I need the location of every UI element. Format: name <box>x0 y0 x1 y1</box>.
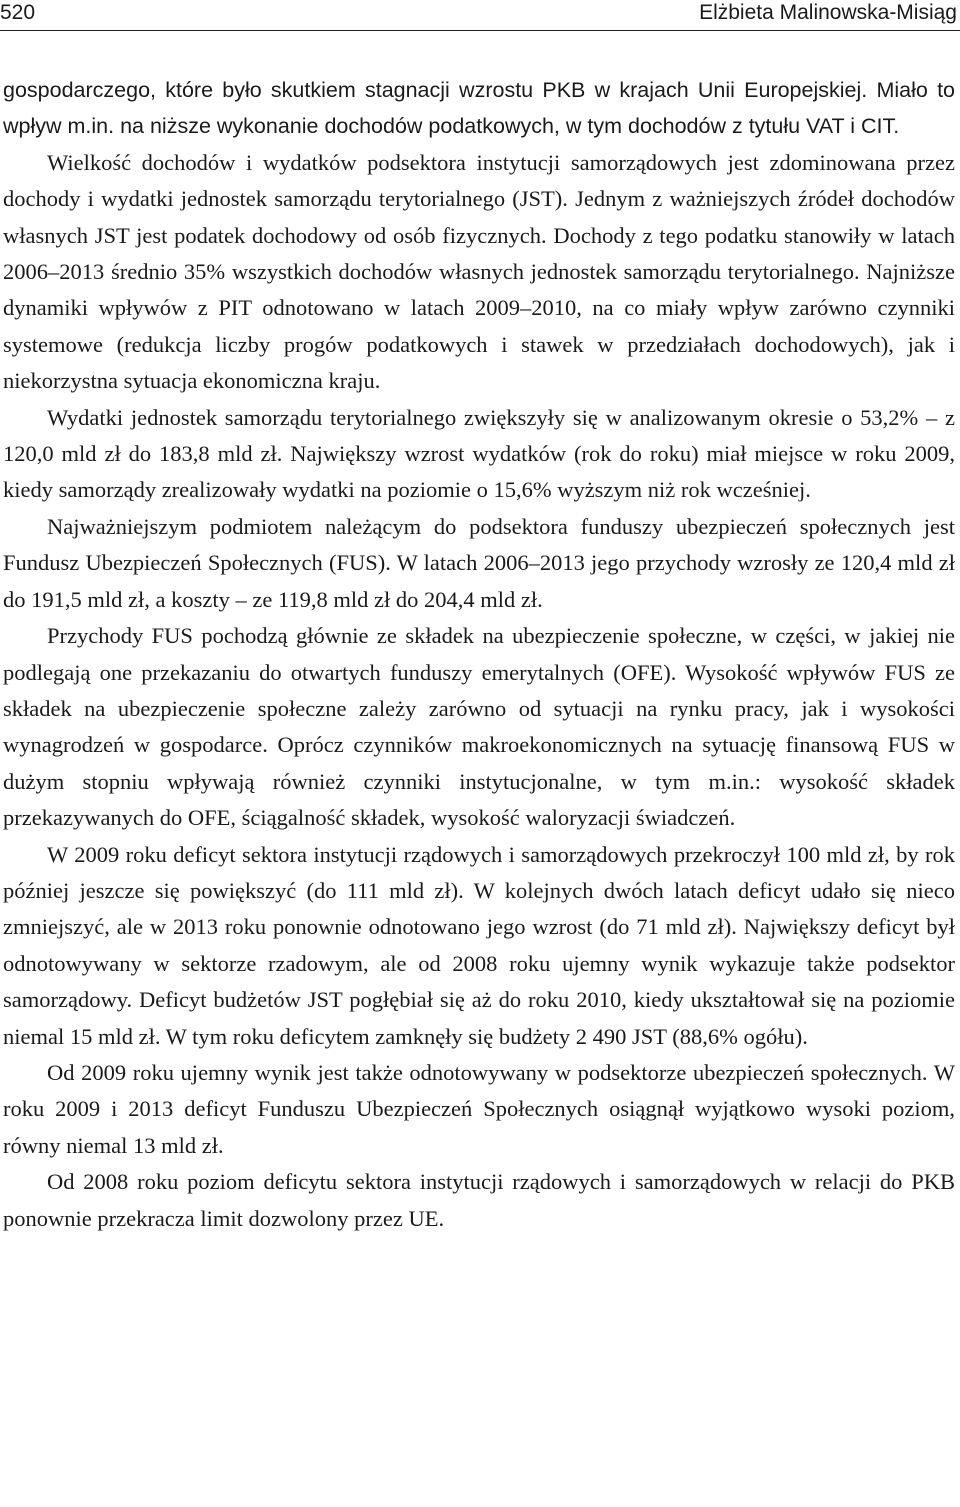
paragraph: Wielkość dochodów i wydatków podsektora instytucji samorządowych jest zdominowana przez dochody i wydatki jednostek samorządu terytorialnego (JST). Jednym z ważniejszych źródeł dochodów własnych JST jest podatek dochodowy od osób fizycznych. Dochody z tego podatku stanowiły w latach 2006–2013 średnio 35% wszystkich dochodów własnych jednostek samorządu terytorialnego. Najniższe dynamiki wpływów z PIT odnotowano w latach 2009–2010, na co miały wpływ zarówno czynniki systemowe (redukcja liczby progów podatkowych i stawek w przedziałach dochodowych), jak i niekorzystna sytuacja ekonomiczna kraju. <box>3 149 955 394</box>
paragraph: Przychody FUS pochodzą głównie ze składek na ubezpieczenie społeczne, w części, w jakiej nie podlegają one przekazaniu do otwartych funduszy emerytalnych (OFE). Wysokość wpływów FUS ze składek na ubezpieczenie społeczne zależy zarówno od sytuacji na rynku pracy, jak i wysokości wynagrodzeń w gospodarce. Oprócz czynników makroekonomicznych na sytuację finansową FUS w dużym stopniu wpływają również czynniki instytucjonalne, w tym m.in.: wysokość składek przekazywanych do OFE, ściągalność składek, wysokość waloryzacji świadczeń. <box>3 623 955 831</box>
paragraph: Od 2009 roku ujemny wynik jest także odnotowywany w podsektorze ubezpieczeń społecznych. W roku 2009 i 2013 deficyt Funduszu Ubezpieczeń Społecznych osiągnął wyjątkowo wysoki poziom, równy niemal 13 mld zł. <box>3 1059 955 1158</box>
page-number: 520 <box>0 1 36 24</box>
paragraph: W 2009 roku deficyt sektora instytucji rządowych i samorządowych przekroczył 100 mld zł, by rok później jeszcze się powiększyć (do 111 mld zł). W kolejnych dwóch latach deficyt udało się nieco zmniejszyć, ale w 2013 roku ponownie odnotowano jego wzrost (do 71 mld zł). Największy deficyt był odnotowywany w sektorze rzadowym, ale od 2008 roku ujemny wynik wykazuje także podsektor samorządowy. Deficyt budżetów JST pogłębiał się aż do roku 2010, kiedy ukształtował się na poziomie niemal 15 mld zł. W tym roku deficytem zamknęły się budżety 2 490 JST (88,6% ogółu). <box>3 841 955 1049</box>
paragraph: Najważniejszym podmiotem należącym do podsektora funduszy ubezpieczeń społecznych jest Fundusz Ubezpieczeń Społecznych (FUS). W latach 2006–2013 jego przychody wzrosły ze 120,4 mld zł do 191,5 mld zł, a koszty – ze 119,8 mld zł do 204,4 mld zł. <box>3 513 955 612</box>
page-header <box>0 0 960 30</box>
paragraph-continued: gospodarczego, które było skutkiem stagnacji wzrostu PKB w krajach Unii Europejskiej. Miało to wpływ m.in. na niższe wykonanie dochodów podatkowych, w tym dochodów z tytułu VAT i CIT. <box>3 78 955 139</box>
header-rule <box>0 30 960 31</box>
body-text <box>3 72 955 1237</box>
running-head-author: Elżbieta Malinowska-Misiąg <box>699 1 957 24</box>
paragraph: Od 2008 roku poziom deficytu sektora instytucji rządowych i samorządowych w relacji do PKB ponownie przekracza limit dozwolony przez UE. <box>3 1169 955 1231</box>
paragraph: Wydatki jednostek samorządu terytorialnego zwiększyły się w analizowanym okresie o 53,2% – z 120,0 mld zł do 183,8 mld zł. Największy wzrost wydatków (rok do roku) miał miejsce w roku 2009, kiedy samorządy zrealizowały wydatki na poziomie o 15,6% wyższym niż rok wcześniej. <box>3 404 955 503</box>
